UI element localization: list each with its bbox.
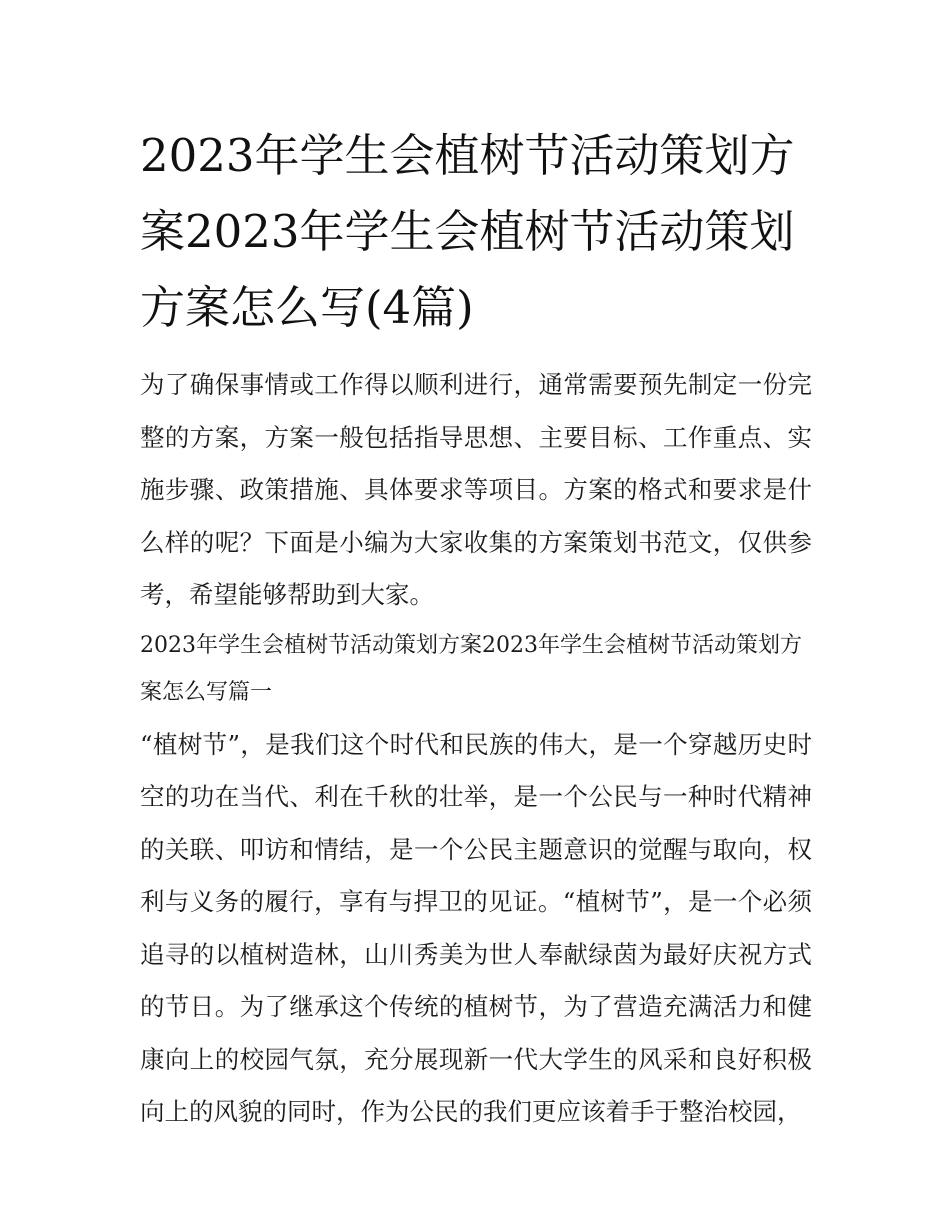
intro-paragraph: 为了确保事情或工作得以顺利进行，通常需要预先制定一份完整的方案，方案一般包括指导思想、主要目标、工作重点、实施步骤、政策措施、具体要求等项目。方案的格式和要求是什么样的呢？下面是小编为大家收集的方案策划书范文，仅供参考，希望能够帮助到大家。 — [140, 370, 812, 609]
section-heading: 2023年学生会植树节活动策划方案2023年学生会植树节活动策划方案怎么写篇一 — [140, 632, 802, 705]
document-content — [140, 118, 812, 1139]
document-title: 2023年学生会植树节活动策划方案2023年学生会植树节活动策划方案怎么写(4篇) — [140, 129, 795, 334]
body-paragraph: “植树节”，是我们这个时代和民族的伟大，是一个穿越历史时空的功在当代、利在千秋的壮举，是一个公民与一种时代精神的关联、叩访和情结，是一个公民主题意识的觉醒与取向，权利与义务的履行，享有与捍卫的见证。“植树节”，是一个必须追寻的以植树造林，山川秀美为世人奉献绿茵为最好庆祝方式的节日。为了继承这个传统的植树节，为了营造充满活力和健康向上的校园气氛，充分展现新一代大学生的风采和良好积极向上的风貌的同时，作为公民的我们更应该着手于整治校园， — [140, 729, 812, 1126]
